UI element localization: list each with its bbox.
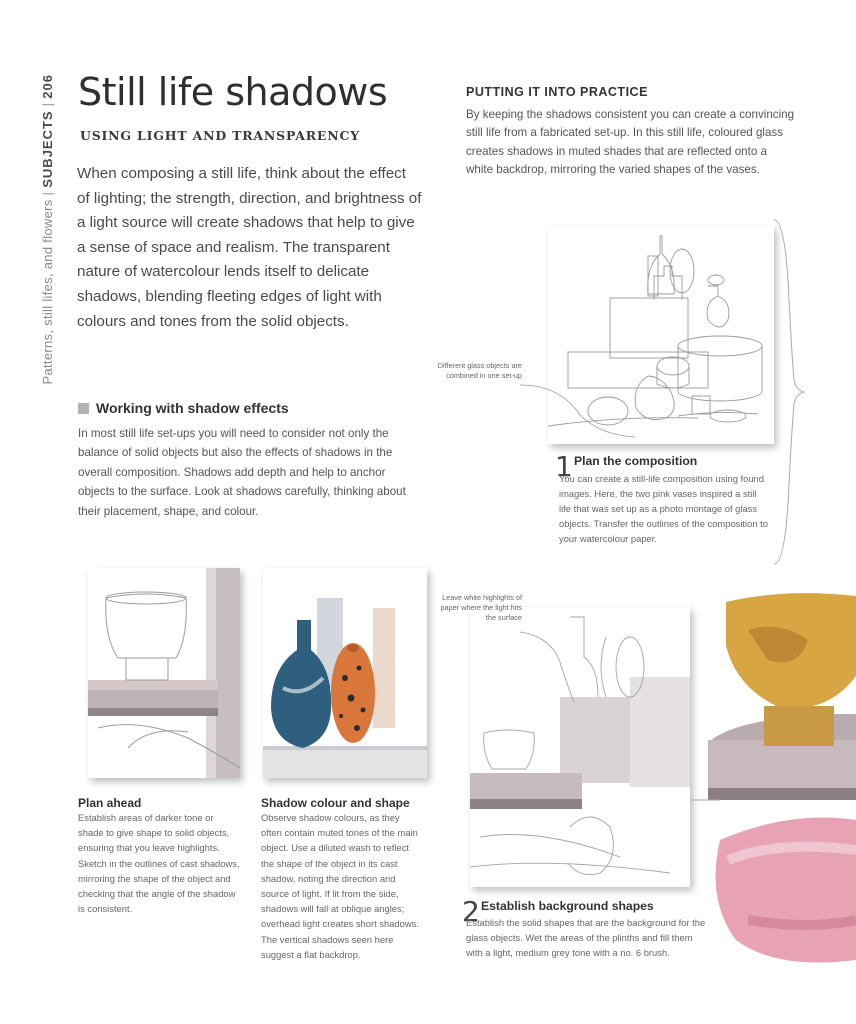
amber-bowl-pink-vase-painting bbox=[708, 590, 856, 965]
step-2-number: 2 bbox=[462, 895, 480, 928]
square-bullet-icon bbox=[78, 403, 89, 414]
connector-line bbox=[690, 760, 730, 840]
practice-body: By keeping the shadows consistent you can create a convincing still life from a fabricated set-up. In this still life, coloured glass creates shadows in muted shades that are reflected onto a white backdrop, mirroring the varied shapes of the vases. bbox=[466, 108, 795, 177]
caption-shadow-colour-body: Observe shadow colours, as they often contain muted tones of the main object. Use a diluted wash to reflect the shape of the object in its cast shadow, noting the direction and source of light. If lit from the side, shadows will fall at oblique angles; overhead light creates short shadows. The vertical shadows seen here suggest a flat backdrop. bbox=[261, 812, 419, 960]
running-head-section: Patterns, still lifes, and flowers bbox=[40, 199, 55, 385]
practice-heading: PUTTING IT INTO PRACTICE bbox=[466, 85, 648, 99]
caption-shadow-colour-title: Shadow colour and shape bbox=[261, 796, 410, 810]
step-1-number: 1 bbox=[555, 450, 573, 483]
section-heading bbox=[78, 400, 289, 416]
section-body: In most still life set-ups you will need to consider not only the balance of solid objects but also the effects of shadows in the overall composition. Shadows add depth and help to anchor objects to the surface. Look at shadows carefully, thinking about their placement, shape, and colour. bbox=[78, 427, 406, 518]
page-title: Still life shadows bbox=[78, 70, 388, 114]
step-1-body: You can create a still-life composition using found images. Here, the two pink vases inspired a still life that was set up as a photo montage of glass objects. Transfer the outlines of the composition to your watercolour paper. bbox=[559, 473, 768, 544]
caption-plan-ahead-title: Plan ahead bbox=[78, 796, 142, 810]
annotation-highlights-leader bbox=[520, 630, 580, 710]
step-2-title: Establish background shapes bbox=[481, 899, 654, 913]
plan-ahead-image bbox=[88, 568, 240, 778]
section-heading-text: Working with shadow effects bbox=[96, 400, 289, 416]
background-shapes-painting bbox=[470, 607, 690, 887]
page-subtitle: USING LIGHT AND TRANSPARENCY bbox=[80, 128, 360, 143]
bracket-line bbox=[772, 218, 812, 568]
step-2-body: Establish the solid shapes that are the background for the glass objects. Wet the areas of the plinths and fill them with a light, medium grey tone with a no. 6 brush. bbox=[466, 917, 706, 958]
finished-painting-detail bbox=[708, 590, 856, 965]
running-head-chapter: SUBJECTS bbox=[40, 110, 55, 188]
plan-ahead-painting bbox=[88, 568, 240, 778]
caption-plan-ahead-body: Establish areas of darker tone or shade to give shape to solid objects, ensuring that you leave highlights. Sketch in the outlines of cast shadows, mirroring the shape of the object and checking that the angle of the shadow is consistent. bbox=[78, 812, 240, 915]
running-head: Patterns, still lifes, and flowers|SUBJECTS|206 bbox=[40, 74, 55, 385]
annotation-glass-objects: Different glass objects are combined in one set-up bbox=[437, 361, 522, 380]
background-shapes-image bbox=[470, 607, 690, 887]
vases-painting bbox=[263, 568, 427, 778]
annotation-leader-line bbox=[520, 380, 640, 440]
intro-paragraph: When composing a still life, think about the effect of lighting; the strength, direction, and brightness of a light source will create shadows that help to give a sense of space and realism. The transparent nature of watercolour lends itself to delicate shadows, blending fleeting edges of light with colours and tones from the solid objects. bbox=[77, 165, 422, 330]
page-number: 206 bbox=[40, 74, 55, 99]
step-1-title: Plan the composition bbox=[574, 454, 698, 468]
shadow-colour-image bbox=[263, 568, 427, 778]
annotation-highlights: Leave white highlights of paper where the light hits the surface bbox=[440, 593, 522, 622]
